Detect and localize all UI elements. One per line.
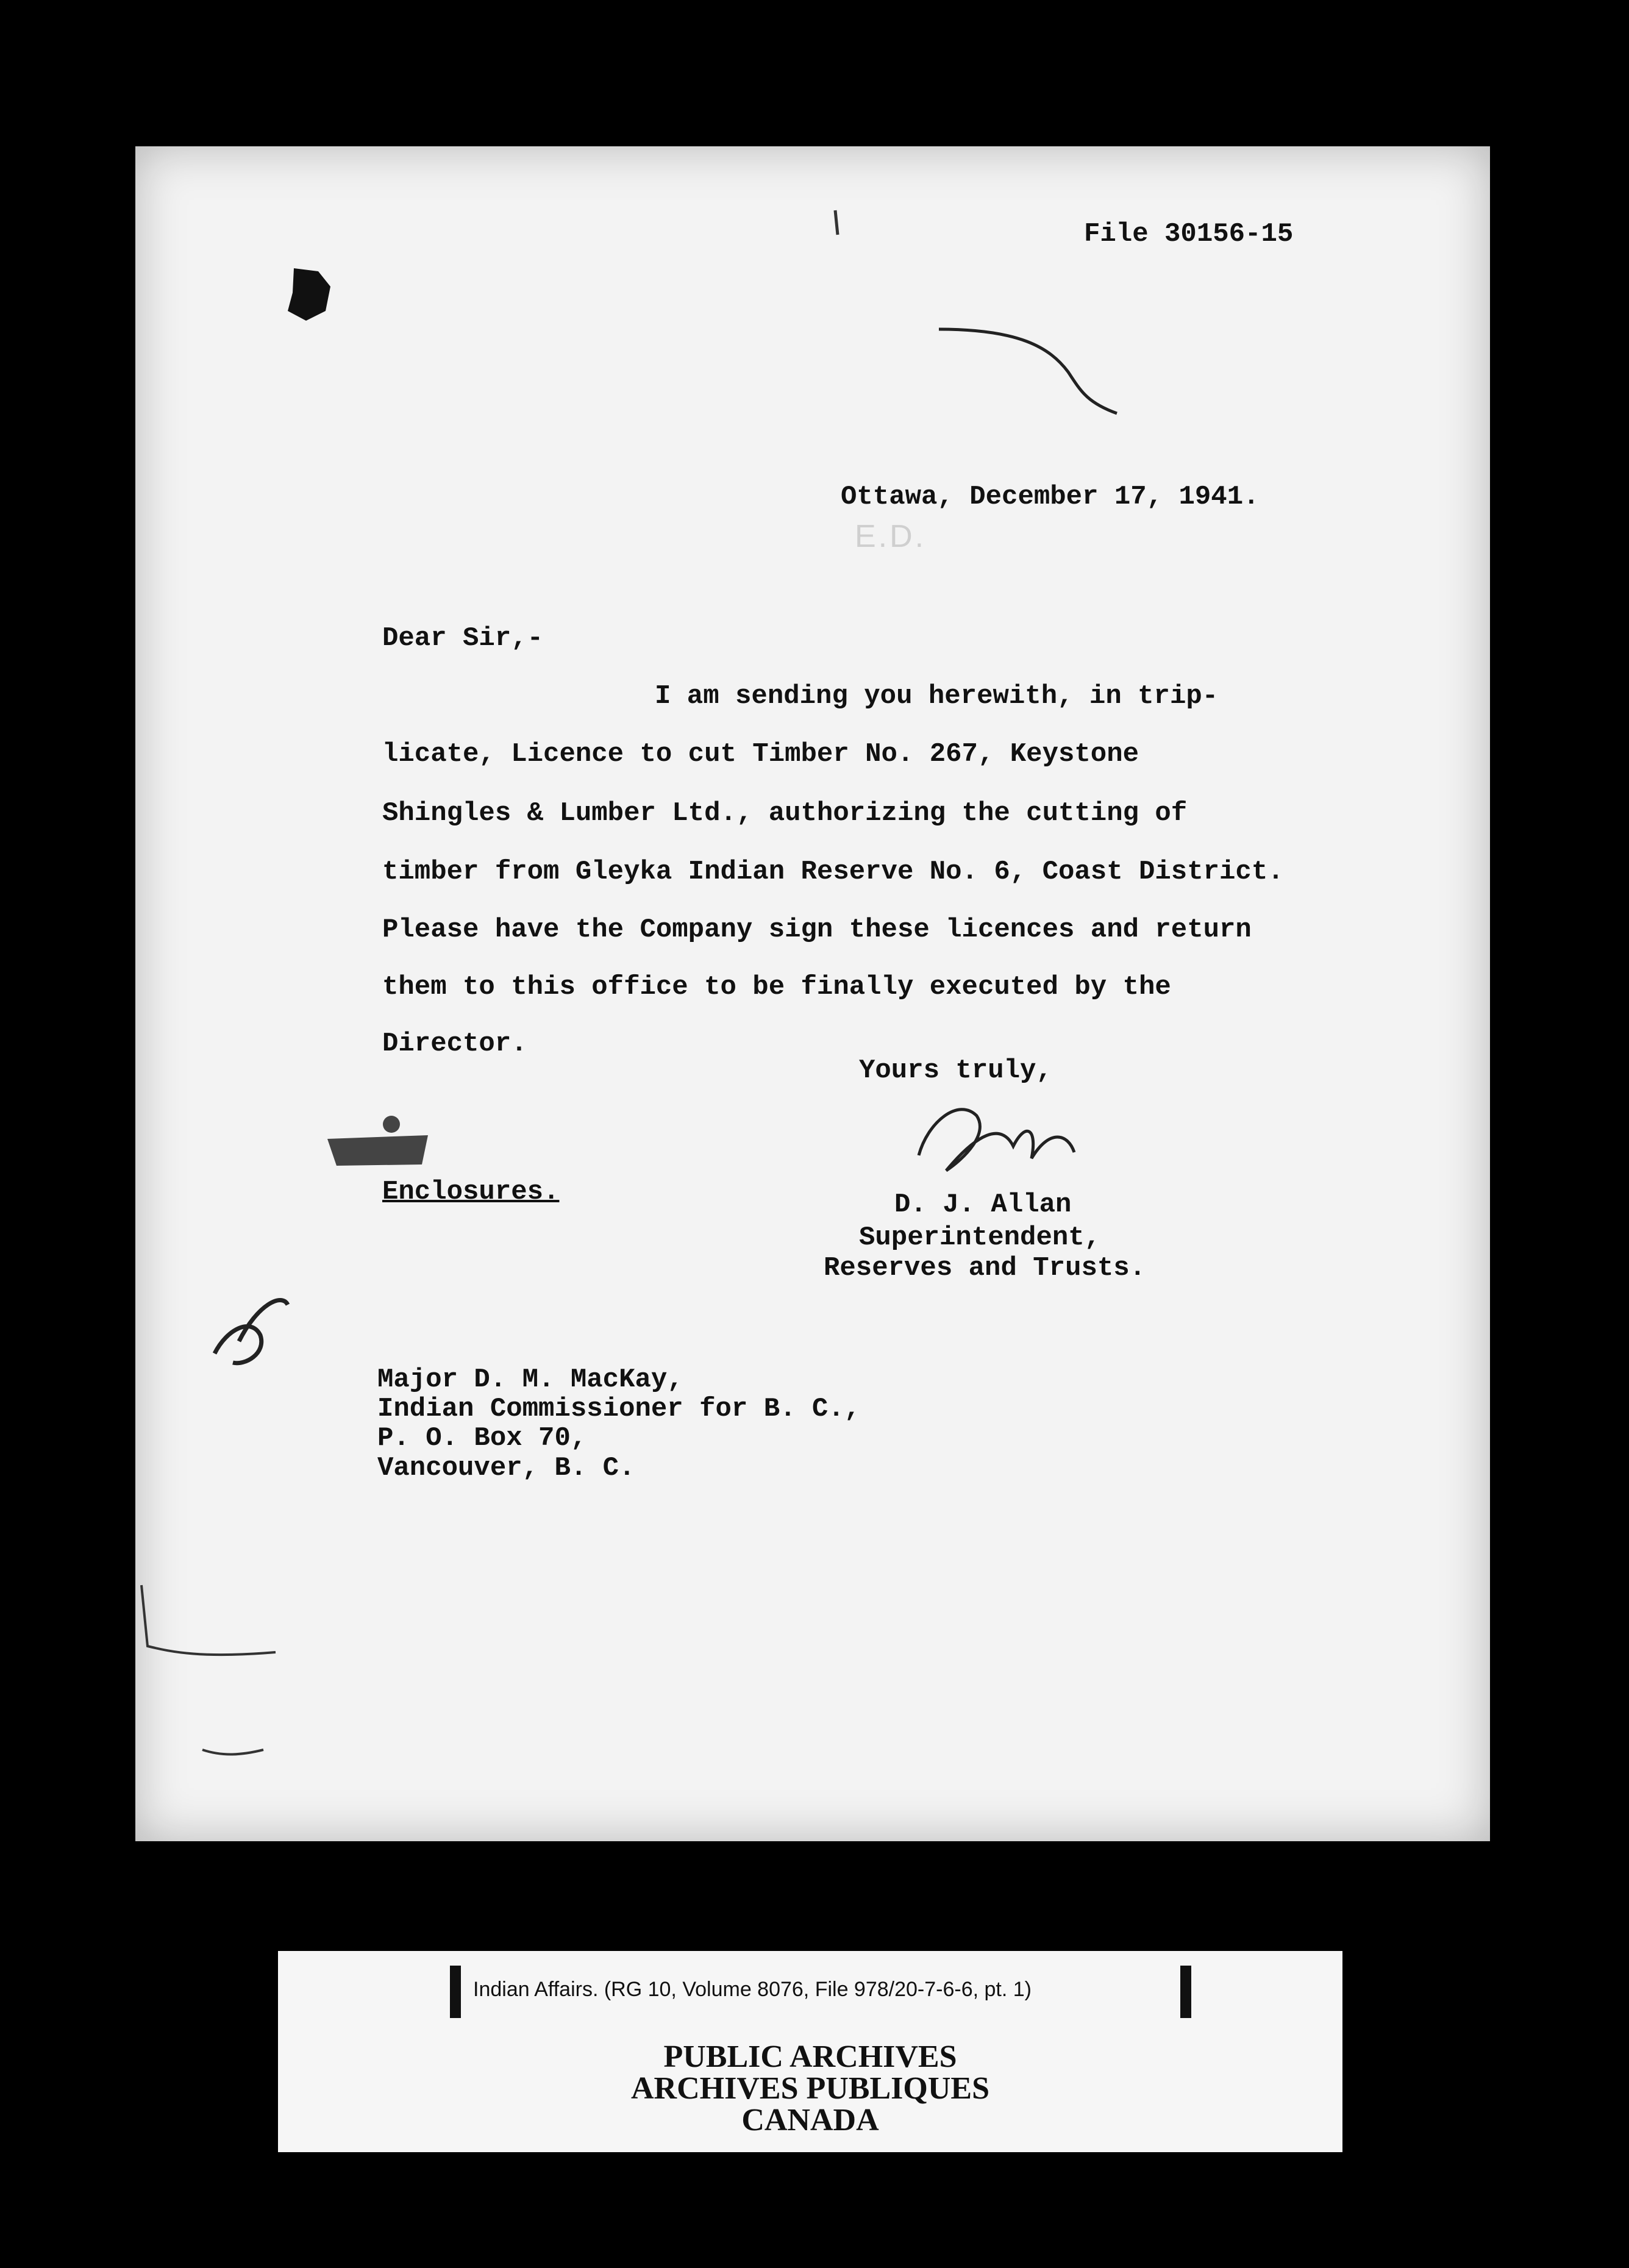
handwritten-marks [135, 146, 1490, 1841]
margin-bracket [141, 1585, 276, 1655]
signatory-department: Reserves and Trusts. [824, 1253, 1146, 1283]
closing: Yours truly, [859, 1055, 1052, 1086]
pen-squiggle [939, 329, 1117, 413]
faint-stamp-mark: E.D. [855, 519, 927, 554]
body-line: Director. [382, 1029, 527, 1059]
letter-date: Ottawa, December 17, 1941. [841, 482, 1260, 512]
margin-initials [215, 1300, 288, 1363]
margin-scribble [202, 1750, 263, 1755]
recipient-line: P. O. Box 70, [377, 1423, 587, 1453]
archive-label-card [278, 1951, 1342, 2152]
archive-name-en: PUBLIC ARCHIVES [663, 2039, 957, 2074]
body-line: licate, Licence to cut Timber No. 267, Keystone [382, 739, 1139, 769]
letter-page [135, 146, 1490, 1841]
recipient-line: Major D. M. MacKay, [377, 1364, 683, 1395]
body-line: Please have the Company sign these licences and return [382, 915, 1252, 945]
body-line: I am sending you herewith, in trip- [655, 681, 1219, 711]
margin-stamp-mark [327, 1135, 428, 1166]
signature [919, 1110, 1074, 1171]
salutation: Dear Sir,- [382, 623, 544, 654]
recipient-line: Vancouver, B. C. [377, 1453, 635, 1483]
body-line: them to this office to be finally executed by the [382, 972, 1171, 1002]
archive-name-fr: ARCHIVES PUBLIQUES [630, 2071, 990, 2106]
body-line: Shingles & Lumber Ltd., authorizing the cutting of [382, 798, 1188, 829]
pen-tick [835, 210, 838, 235]
recipient-line: Indian Commissioner for B. C., [377, 1394, 861, 1424]
ink-blot [288, 268, 330, 321]
file-number: File 30156-15 [1084, 219, 1294, 249]
body-line: timber from Gleyka Indian Reserve No. 6, Coast District. [382, 857, 1284, 887]
signatory-title: Superintendent, [859, 1222, 1101, 1253]
enclosures-note: Enclosures. [382, 1177, 560, 1207]
archive-country: CANADA [741, 2103, 879, 2138]
signatory-name: D. J. Allan [894, 1189, 1072, 1220]
archive-reference: Indian Affairs. (RG 10, Volume 8076, File 978/20-7-6-6, pt. 1) [473, 1978, 1032, 2001]
